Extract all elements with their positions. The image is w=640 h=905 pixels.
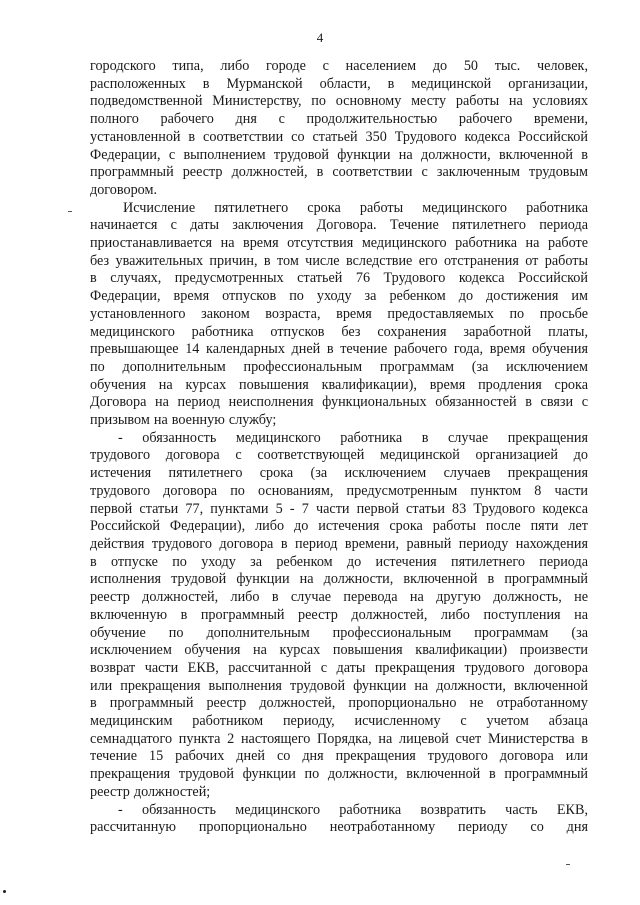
text-line: рассчитанную пропорционально неотработанному периоду со дня bbox=[90, 819, 588, 836]
text-line: установленной в соответствии со статьей 350 Трудового кодекса Российской bbox=[90, 128, 588, 145]
page-number: 4 bbox=[316, 30, 324, 45]
scan-mark bbox=[68, 211, 72, 212]
text-line: включенную в программный реестр должностей, либо поступления на bbox=[90, 606, 588, 623]
text-line: семнадцатого пункта 2 настоящего Порядка, на лицевой счет Министерства в bbox=[90, 730, 588, 747]
paragraph-obligation-return bbox=[90, 430, 588, 802]
text-line: первой статьи 77, пунктами 5 - 7 части первой статьи 83 Трудового кодекса bbox=[90, 500, 588, 517]
text-line: реестр должностей, либо в случае перевода на другую должность, не bbox=[90, 589, 588, 606]
text-line: по дополнительным профессиональным программам (за исключением bbox=[90, 358, 588, 375]
text-line: в отпуске по уходу за ребенком до истечения пятилетнего периода bbox=[90, 553, 588, 570]
text-line: исключением обучения на курсах повышения квалификации) произвести bbox=[90, 642, 588, 659]
text-line: подведомственной Министерству, по основному месту работы на условиях bbox=[90, 93, 588, 110]
text-line: прекращения трудовой функции по должности, включенной в программный bbox=[90, 766, 588, 783]
text-line: трудового договора с соответствующей медицинской организацией до bbox=[90, 447, 588, 464]
text-line: превышающее 14 календарных дней в течение рабочего года, время обучения bbox=[90, 341, 588, 358]
paragraph-continuation bbox=[90, 58, 588, 200]
text-line: медицинским работником периоду, исчисленному с учетом абзаца bbox=[90, 713, 588, 730]
text-line: Федерации, с выполнением трудовой функции на должности, включенной в bbox=[90, 146, 588, 163]
text-line: возврат части ЕКВ, рассчитанной с даты прекращения трудового договора bbox=[90, 659, 588, 676]
text-line: полного рабочего дня с продолжительностью рабочего времени, bbox=[90, 111, 588, 128]
text-line: городского типа, либо городе с населением до 50 тыс. человек, bbox=[90, 58, 588, 74]
text-line: установленного законом возраста, время предоставляемых по просьбе bbox=[90, 305, 588, 322]
text-line: Российской Федерации), либо до истечения срока работы после пяти лет bbox=[90, 518, 588, 535]
text-line: исполнения трудовой функции на должности, включенной в программный bbox=[90, 571, 588, 588]
text-line: обучение по дополнительным профессиональным программам (за bbox=[90, 624, 588, 641]
text-line: трудового договора по основаниям, предусмотренным пунктом 8 части bbox=[90, 482, 588, 499]
text-line: программный реестр должностей, в соответствии с заключенным трудовым bbox=[90, 164, 588, 181]
text-line: без уважительных причин, в том числе вследствие его отстранения от работы bbox=[90, 252, 588, 269]
paragraph-term-calculation bbox=[90, 200, 588, 430]
text-line: начинается с даты заключения Договора. Течение пятилетнего периода bbox=[90, 217, 588, 234]
text-line: приостанавливается на время отсутствия медицинского работника на работе bbox=[90, 235, 588, 252]
paragraph-obligation-refund bbox=[90, 802, 588, 837]
document-body bbox=[90, 58, 588, 837]
text-line: - обязанность медицинского работника в случае прекращения bbox=[118, 429, 588, 446]
text-line: истечения пятилетнего срока (за исключением случаев прекращения bbox=[90, 465, 588, 482]
text-line: расположенных в Мурманской области, в медицинской организации, bbox=[90, 75, 588, 92]
text-line: в случаях, предусмотренных статьей 76 Трудового кодекса Российской bbox=[90, 270, 588, 287]
scan-mark bbox=[3, 890, 6, 893]
text-line: Федерации, время отпусков по уходу за ребенком до достижения им bbox=[90, 288, 588, 305]
text-line: реестр должностей; bbox=[90, 783, 211, 800]
text-line: течение 15 рабочих дней со дня прекращения трудового договора или bbox=[90, 748, 588, 765]
text-line: действия трудового договора в период времени, равный периоду нахождения bbox=[90, 535, 588, 552]
text-line: обучения на курсах повышения квалификации), время продления срока bbox=[90, 376, 588, 393]
text-line: в программный реестр должностей, пропорционально не отработанному bbox=[90, 695, 588, 712]
text-line: или прекращения выполнения трудовой функции на должности, включенной bbox=[90, 677, 588, 694]
text-line: - обязанность медицинского работника возвратить часть ЕКВ, bbox=[118, 801, 588, 818]
text-line: Договора на период неисполнения функциональных обязанностей в связи с bbox=[90, 394, 588, 411]
text-line: Исчисление пятилетнего срока работы медицинского работника bbox=[123, 199, 588, 216]
text-line: договором. bbox=[90, 181, 158, 198]
scan-mark bbox=[566, 864, 570, 865]
text-line: призывом на военную службу; bbox=[90, 412, 277, 429]
text-line: медицинского работника отпусков без сохранения заработной платы, bbox=[90, 323, 588, 340]
